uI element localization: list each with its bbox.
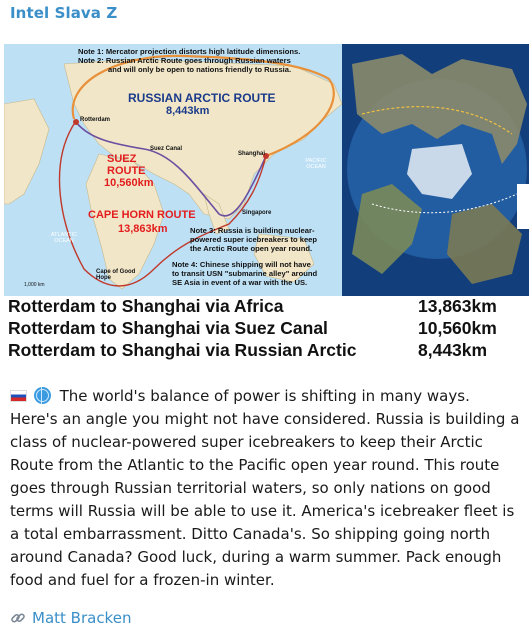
- author-name[interactable]: Matt Bracken: [32, 609, 132, 627]
- map-note-3a: Note 3: Russia is building nuclear-: [190, 226, 315, 235]
- cape-route-km: 13,863km: [118, 223, 168, 235]
- arctic-route-km: 8,443km: [166, 105, 210, 117]
- arctic-route-label: RUSSIAN ARCTIC ROUTE: [128, 91, 276, 105]
- row-label: Rotterdam to Shanghai via Russian Arctic: [8, 340, 357, 360]
- place-singapore: Singapore: [242, 210, 272, 216]
- map-note-3c: the Arctic Route open year round.: [190, 244, 313, 253]
- place-shanghai: Shanghai: [238, 151, 266, 157]
- place-suez: Suez Canal: [150, 146, 183, 152]
- post-image[interactable]: [0, 44, 529, 375]
- map-note-1: Note 1: Mercator projection distorts high latitude dimensions.: [78, 47, 301, 56]
- arctic-polar-map: [342, 44, 529, 296]
- row-value: 10,560km: [418, 318, 497, 338]
- cape-route-label: CAPE HORN ROUTE: [88, 209, 196, 221]
- row-label: Rotterdam to Shanghai via Suez Canal: [8, 318, 328, 338]
- route-map: [4, 44, 342, 296]
- table-row: [8, 318, 513, 340]
- map-note-2b: and will only be open to nations friendly to Russia.: [108, 65, 292, 74]
- row-label: Rotterdam to Shanghai via Africa: [8, 296, 284, 316]
- author-link[interactable]: [10, 609, 131, 627]
- map-note-4a: Note 4: Chinese shipping will not have: [172, 260, 311, 269]
- russia-flag-icon: [10, 390, 27, 402]
- suez-route-km: 10,560km: [104, 177, 154, 189]
- table-row: [8, 296, 513, 318]
- map-note-2a: Note 2: Russian Arctic Route goes through Russian waters: [78, 56, 291, 65]
- map-scale: 1,000 km: [24, 282, 45, 288]
- row-value: 13,863km: [418, 296, 497, 316]
- distance-table: [8, 296, 513, 362]
- map-graphic: [4, 44, 342, 296]
- suez-route-label-line1: SUEZ: [107, 153, 137, 165]
- suez-route-label-line2: ROUTE: [107, 165, 146, 177]
- post-text: [10, 385, 520, 592]
- link-icon: [10, 610, 26, 626]
- place-rotterdam: Rotterdam: [80, 117, 111, 123]
- map-note-3b: powered super icebreakers to keep: [190, 235, 318, 244]
- channel-name[interactable]: Intel Slava Z: [10, 4, 118, 22]
- map-note-4c: SE Asia in event of a war with the US.: [172, 278, 308, 287]
- polar-map-graphic: [342, 44, 529, 296]
- ocean-pacific: PACIFIC OCEAN: [305, 158, 327, 171]
- place-cape: Cape of Good Hope: [96, 269, 136, 281]
- table-row: [8, 340, 513, 362]
- map-note-4b: to transit USN "submarine alley" around: [172, 269, 318, 278]
- row-value: 8,443km: [418, 340, 488, 360]
- post-body: The world's balance of power is shifting in many ways. Here's an angle you might not have considered. Russia is building a class of nuclear-powered super icebreakers to keep their Arctic Route from the Atlantic to the Pacific open year round. This route goes through Russian territorial waters, so only nations on good terms will Russia will be able to use it. America's icebreaker fleet is a total embarrassment. Ditto Canada's. So shipping going north around Canada? Good luck, during a warm summer. Pack enough food and fuel for a frozen-in winter.: [10, 387, 520, 589]
- ocean-atlantic: ATLANTIC OCEAN: [50, 232, 78, 245]
- globe-icon: [34, 387, 51, 404]
